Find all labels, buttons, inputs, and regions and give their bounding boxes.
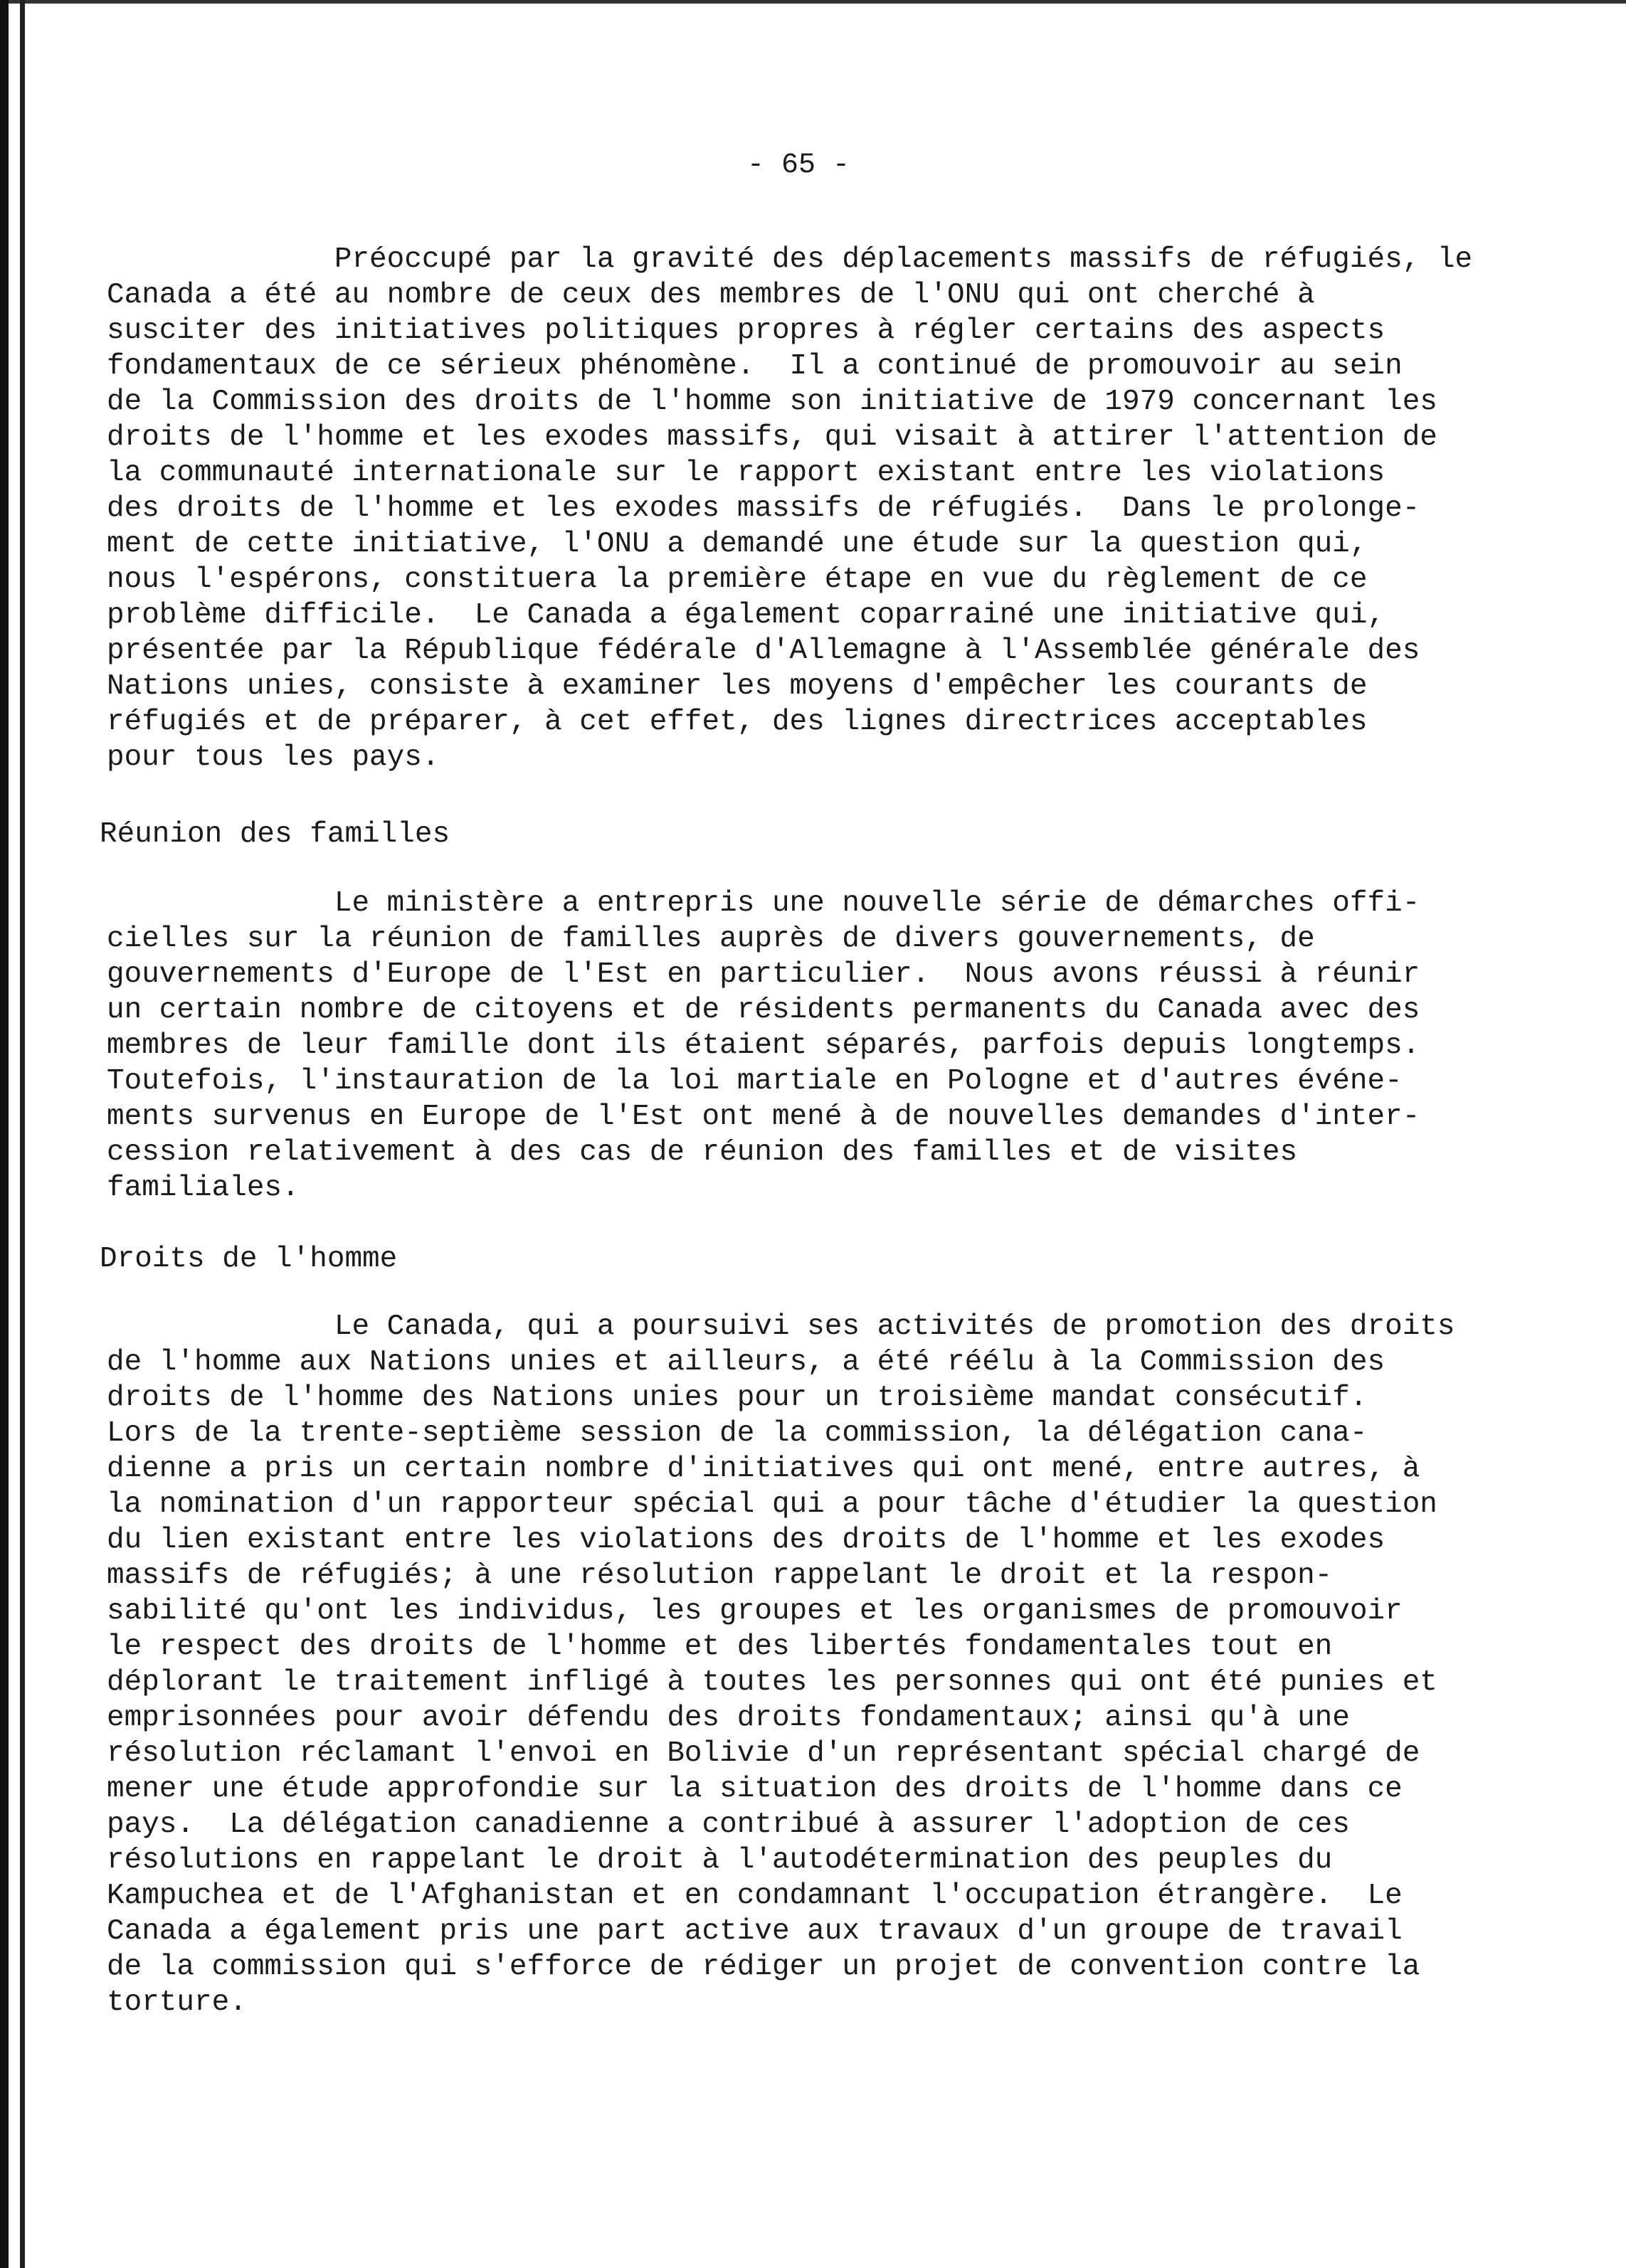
text-line: Nations unies, consiste à examiner les moyens d'empêcher les courants de [107,670,1368,703]
text-line: problème difficile. Le Canada a également coparrainé une initiative qui, [107,599,1385,632]
text-line: gouvernements d'Europe de l'Est en particulier. Nous avons réussi à réunir [107,958,1420,991]
text-line: Lors de la trente-septième session de la commission, la délégation cana- [107,1417,1368,1450]
paragraph-human-rights [107,1309,1551,2020]
text-line: mener une étude approfondie sur la situation des droits de l'homme dans ce [107,1773,1403,1806]
text-line: emprisonnées pour avoir défendu des droits fondamentaux; ainsi qu'à une [107,1702,1350,1734]
text-line: de la commission qui s'efforce de rédiger un projet de convention contre la [107,1951,1420,1983]
text-line: nous l'espérons, constituera la première étape en vue du règlement de ce [107,563,1368,596]
text-line: Canada a été au nombre de ceux des membres de l'ONU qui ont cherché à [107,279,1315,312]
text-line: du lien existant entre les violations des droits de l'homme et les exodes [107,1524,1385,1557]
text-line: des droits de l'homme et les exodes massifs de réfugiés. Dans le prolonge- [107,492,1420,525]
text-line: torture. [107,1986,247,2019]
section-heading-human-rights: Droits de l'homme [100,1243,398,1276]
text-line: la nomination d'un rapporteur spécial qui a pour tâche d'étudier la question [107,1488,1437,1521]
text-line: un certain nombre de citoyens et de résidents permanents du Canada avec des [107,994,1420,1027]
text-line: Le Canada, qui a poursuivi ses activités de promotion des droits [107,1310,1455,1343]
text-line: cielles sur la réunion de familles auprès de divers gouvernements, de [107,923,1315,955]
text-line: le respect des droits de l'homme et des libertés fondamentales tout en [107,1631,1333,1663]
text-line: pour tous les pays. [107,741,440,774]
text-line: la communauté internationale sur le rapport existant entre les violations [107,457,1385,489]
text-line: familiales. [107,1172,300,1204]
text-line: de l'homme aux Nations unies et ailleurs, a été réélu à la Commission des [107,1346,1385,1379]
text-line: déplorant le traitement infligé à toutes les personnes qui ont été punies et [107,1666,1437,1699]
text-line: fondamentaux de ce sérieux phénomène. Il a continué de promouvoir au sein [107,350,1403,383]
text-line: cession relativement à des cas de réunion des familles et de visites [107,1136,1298,1169]
text-line: pays. La délégation canadienne a contribué à assurer l'adoption de ces [107,1808,1350,1841]
text-line: droits de l'homme et les exodes massifs, qui visait à attirer l'attention de [107,421,1437,454]
page-number: - 65 - [747,149,850,181]
text-line: résolutions en rappelant le droit à l'autodétermination des peuples du [107,1844,1333,1877]
text-line: Le ministère a entrepris une nouvelle série de démarches offi- [107,887,1420,920]
paragraph-family-reunion [107,886,1551,1206]
scan-left-edge [0,0,9,2268]
text-line: Toutefois, l'instauration de la loi martiale en Pologne et d'autres événe- [107,1065,1403,1098]
text-line: de la Commission des droits de l'homme son initiative de 1979 concernant les [107,386,1437,418]
text-line: dienne a pris un certain nombre d'initiatives qui ont mené, entre autres, à [107,1453,1420,1485]
text-line: ment de cette initiative, l'ONU a demandé une étude sur la question qui, [107,528,1368,561]
text-line: réfugiés et de préparer, à cet effet, des lignes directrices acceptables [107,706,1368,738]
text-line: sabilité qu'ont les individus, les groupes et les organismes de promouvoir [107,1595,1403,1628]
text-line: Préoccupé par la gravité des déplacements massifs de réfugiés, le [107,243,1473,276]
text-line: Kampuchea et de l'Afghanistan et en condamnant l'occupation étrangère. Le [107,1880,1403,1912]
text-line: susciter des initiatives politiques propres à régler certains des aspects [107,314,1385,347]
text-line: Canada a également pris une part active aux travaux d'un groupe de travail [107,1915,1403,1948]
scan-top-edge [0,0,1626,4]
text-line: ments survenus en Europe de l'Est ont mené à de nouvelles demandes d'inter- [107,1101,1420,1133]
paragraph-refugees [107,242,1551,775]
text-line: membres de leur famille dont ils étaient séparés, parfois depuis longtemps. [107,1029,1420,1062]
text-line: droits de l'homme des Nations unies pour un troisième mandat consécutif. [107,1382,1368,1414]
text-line: présentée par la République fédérale d'Allemagne à l'Assemblée générale des [107,635,1420,667]
text-line: résolution réclamant l'envoi en Bolivie d'un représentant spécial chargé de [107,1737,1420,1770]
text-line: massifs de réfugiés; à une résolution rappelant le droit et la respon- [107,1559,1333,1592]
section-heading-reunion: Réunion des familles [100,818,450,851]
scan-binding-line [20,0,25,2268]
